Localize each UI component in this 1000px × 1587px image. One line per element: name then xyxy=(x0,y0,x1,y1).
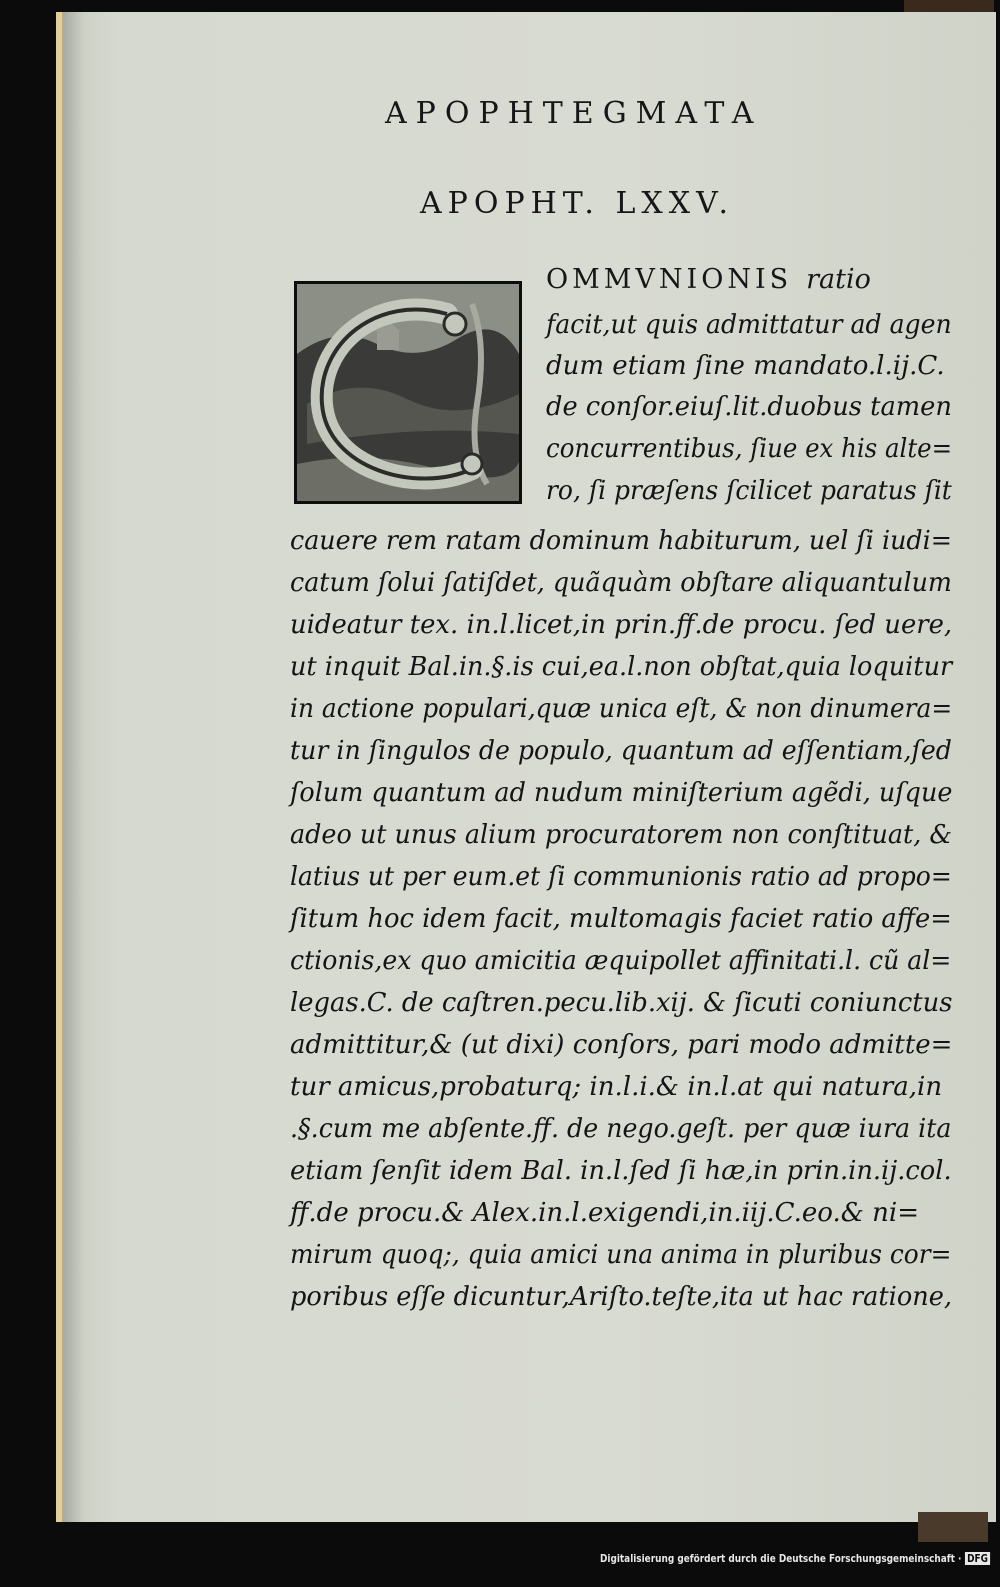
text-line: ro, ſi præſens ſcilicet paratus ſit xyxy=(546,476,952,506)
dfg-logo: DFG xyxy=(965,1552,991,1565)
first-line-rest: ratio xyxy=(806,264,871,295)
text-line: etiam ſenſit idem Bal. in.l.ſed ſi hæ,in prin.in.ij.col. xyxy=(290,1156,952,1186)
text-line: dum etiam ſine mandato.l.ij.C. xyxy=(546,351,945,381)
apophthegm-heading: APOPHT. LXXV. xyxy=(420,186,735,221)
text-line: ſitum hoc idem facit, multomagis faciet ratio affe= xyxy=(290,904,952,934)
text-line: .§.cum me abſente.ff. de nego.geſt. per quæ iura ita xyxy=(290,1114,952,1144)
text-line: poribus eſſe dicuntur,Ariſto.teſte,ita ut hac ratione, xyxy=(290,1282,953,1312)
text-line: adeo ut unus alium procuratorem non conſtituat, & xyxy=(290,820,953,850)
text-line: cauere rem ratam dominum habiturum, uel ſi iudi= xyxy=(290,526,952,556)
text-line: tur in ſingulos de populo, quantum ad eſſentiam,ſed xyxy=(290,736,952,766)
text-line: ff.de procu.& Alex.in.l.exigendi,in.iij.C.eo.& ni= xyxy=(290,1198,919,1228)
credit-text: Digitalisierung gefördert durch die Deutsche Forschungsgemeinschaft · xyxy=(600,1552,962,1565)
running-head: APOPHTEGMATA xyxy=(385,96,763,131)
text-line: ſolum quantum ad nudum miniſterium agẽdi, uſque xyxy=(290,778,953,808)
text-line: legas.C. de caſtren.pecu.lib.xij. & ſicuti coniunctus xyxy=(290,988,953,1018)
digitization-credit xyxy=(600,1552,988,1570)
decorated-initial xyxy=(294,281,522,504)
binding-bottom xyxy=(918,1512,988,1542)
text-line: catum ſolui ſatiſdet, quãquàm obſtare aliquantulum xyxy=(290,568,952,598)
text-line: facit,ut quis admittatur ad agen xyxy=(546,310,952,340)
woodcut-initial-icon xyxy=(297,284,519,501)
text-line: mirum quoq;, quia amici una anima in pluribus cor= xyxy=(290,1240,952,1270)
text-line: ut inquit Bal.in.§.is cui,ea.l.non obſtat,quia loquitur xyxy=(290,652,953,682)
text-line: tur amicus,probaturq; in.l.i.& in.l.at qui natura,in xyxy=(290,1072,943,1102)
text-line: concurrentibus, ſiue ex his alte= xyxy=(546,434,953,464)
gutter-shadow xyxy=(62,12,84,1522)
text-line: uideatur tex. in.l.licet,in prin.ff.de procu. ſed uere, xyxy=(290,610,953,640)
text-line: ctionis,ex quo amicitia æquipollet affinitati.l. cũ al= xyxy=(290,946,952,976)
first-word-capitals: OMMVNIONIS xyxy=(546,264,793,295)
text-line: de conſor.eiuſ.lit.duobus tamen xyxy=(546,392,952,422)
text-line: admittitur,& (ut dixi) conſors, pari modo admitte= xyxy=(290,1030,953,1060)
text-line: latius ut per eum.et ſi communionis ratio ad propo= xyxy=(290,862,952,892)
first-line xyxy=(546,264,871,295)
text-line: in actione populari,quæ unica eſt, & non dinumera= xyxy=(290,694,953,724)
